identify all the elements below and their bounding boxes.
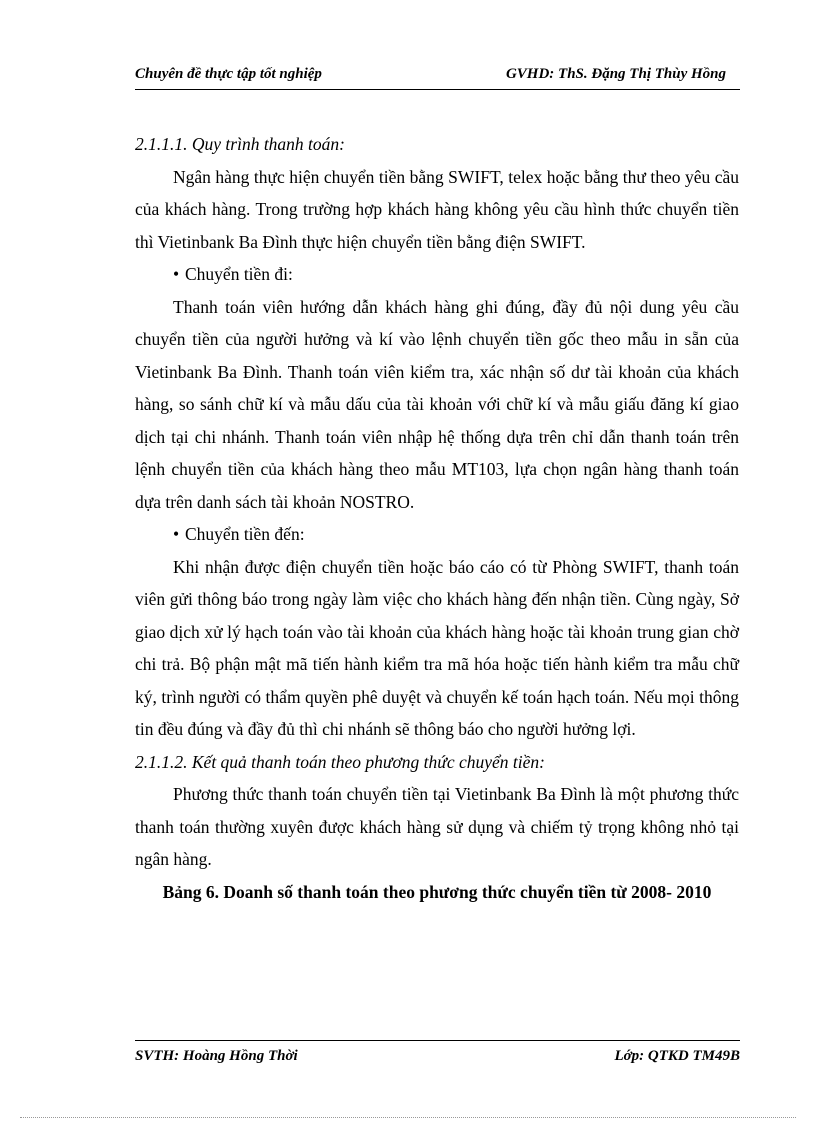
header-report-title: Chuyên đề thực tập tốt nghiệp [135,66,322,82]
section-heading-payment-process: 2.1.1.1. Quy trình thanh toán: [135,134,345,154]
header-supervisor: GVHD: ThS. Đặng Thị Thùy Hồng [505,66,726,82]
table-caption: Bảng 6. Doanh số thanh toán theo phương thức chuyển tiền từ 2008- 2010 [162,881,712,902]
bullet-outgoing [135,258,739,291]
paragraph-results: Phương thức thanh toán chuyển tiền tại Vietinbank Ba Đình là một phương thức thanh toán thường xuyên được khách hàng sử dụng và chiếm tỷ trọng không nhỏ tại ngân hàng. [135,784,739,869]
page-header [135,64,740,90]
bullet-outgoing-label: Chuyển tiền đi: [185,264,293,284]
page-footer [135,1040,740,1066]
paragraph-intro: Ngân hàng thực hiện chuyển tiền bằng SWIFT, telex hoặc bằng thư theo yêu cầu của khách hàng. Trong trường hợp khách hàng không yêu cầu hình thức chuyển tiền thì Vietinbank Ba Đình thực hiện chuyển tiền bằng điện SWIFT. [135,166,739,252]
page-break-line [20,1117,796,1118]
bullet-incoming [135,518,739,551]
bullet-incoming-label: Chuyển tiền đến: [185,524,305,544]
bullet-icon: • [173,524,180,544]
footer-class: Lớp: QTKD TM49B [614,1048,740,1064]
section-heading-results: 2.1.1.2. Kết quả thanh toán theo phương thức chuyển tiền: [135,751,545,772]
header-rule [135,89,740,90]
document-body [135,128,739,908]
footer-student: SVTH: Hoàng Hồng Thời [135,1048,298,1064]
paragraph-incoming: Khi nhận được điện chuyển tiền hoặc báo cáo có từ Phòng SWIFT, thanh toán viên gửi thông báo trong ngày làm việc cho khách hàng đến nhận tiền. Cùng ngày, Sở giao dịch xử lý hạch toán vào tài khoản của khách hàng hoặc tài khoản trung gian chờ chi trả. Bộ phận mật mã tiến hành kiểm tra mã hóa hoặc tiến hành kiểm tra mẫu chữ ký, trình người có thẩm quyền phê duyệt và chuyển kế toán hạch toán. Nếu mọi thông tin đều đúng và đầy đủ thì chi nhánh sẽ thông báo cho người hưởng lợi. [135,556,739,739]
bullet-icon: • [173,264,180,284]
paragraph-outgoing: Thanh toán viên hướng dẫn khách hàng ghi đúng, đầy đủ nội dung yêu cầu chuyển tiền của người hưởng và kí vào lệnh chuyển tiền gốc theo mẫu in sẵn của Vietinbank Ba Đình. Thanh toán viên kiểm tra, xác nhận số dư tài khoản của khách hàng, so sánh chữ kí và mẫu dấu của tài khoản với chữ kí và mẫu giấu đăng kí giao dịch tại chi nhánh. Thanh toán viên nhập hệ thống dựa trên chỉ dẫn thanh toán trên lệnh chuyển tiền của khách hàng theo mẫu MT103, lựa chọn ngân hàng thanh toán dựa trên danh sách tài khoản NOSTRO. [135,296,739,512]
footer-rule [135,1040,740,1041]
